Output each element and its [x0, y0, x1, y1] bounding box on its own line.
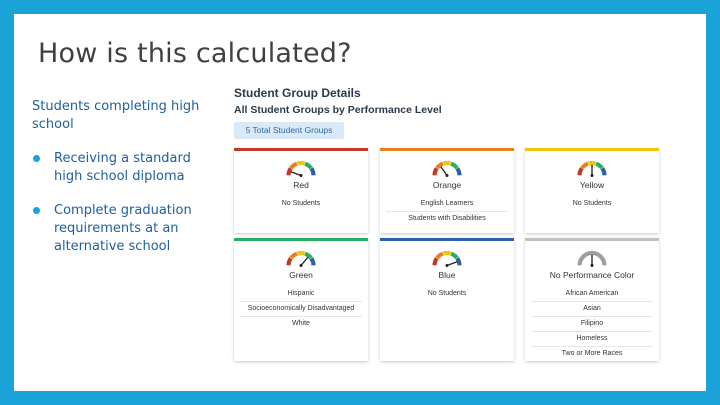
performance-card-blue — [380, 238, 514, 361]
gauge-segment — [596, 164, 602, 168]
student-group-item[interactable]: Students with Disabilities — [408, 215, 486, 222]
card-label: No Performance Color — [549, 270, 635, 280]
gauge-segment — [311, 168, 313, 175]
gauge-icon — [430, 158, 464, 178]
performance-card-green — [234, 238, 368, 361]
student-group-item[interactable]: No Students — [427, 290, 467, 297]
performance-card-yellow — [525, 148, 659, 233]
gauge-segment — [291, 254, 297, 258]
gauge-segment — [297, 163, 304, 164]
gauge-hub — [300, 174, 303, 177]
panel-title: Student Group Details — [234, 86, 361, 100]
gauge-segment — [457, 258, 459, 265]
gauge-needle — [301, 257, 308, 265]
gauge-segment — [457, 168, 459, 175]
bullet-list — [32, 150, 217, 272]
gauge-segment — [291, 164, 297, 168]
intro-text: Students completing high school — [32, 99, 200, 132]
gauge-icon — [430, 248, 464, 268]
bullet-standard-diploma — [32, 150, 217, 186]
gauge-needle — [447, 262, 457, 266]
student-group-item[interactable]: African American — [531, 287, 653, 302]
gauge-segment — [582, 164, 588, 168]
bullet-dot-icon — [33, 207, 40, 214]
performance-card-no-color — [525, 238, 659, 361]
gauge-segment — [435, 258, 437, 265]
student-group-item[interactable]: No Students — [281, 200, 321, 207]
card-label: Red — [293, 180, 309, 190]
gauge-segment — [443, 163, 450, 164]
gauge-icon — [575, 158, 609, 178]
card-label: Yellow — [579, 180, 605, 190]
gauge-segment — [602, 168, 604, 175]
gauge-icon — [575, 248, 609, 268]
student-group-item[interactable]: No Students — [572, 200, 612, 207]
panel-subtitle: All Student Groups by Performance Level — [234, 104, 442, 116]
bullet-alternative-school — [32, 202, 217, 256]
performance-card-orange — [380, 148, 514, 233]
gauge-segment — [289, 168, 291, 175]
student-group-item[interactable]: English Learners — [386, 197, 508, 212]
student-group-details-panel — [234, 86, 674, 376]
card-label: Blue — [438, 270, 456, 280]
gauge-needle — [441, 167, 447, 176]
slide — [14, 14, 706, 391]
gauge-hub — [300, 264, 303, 267]
performance-card-red — [234, 148, 368, 233]
gauge-segment — [297, 253, 304, 254]
gauge-hub — [446, 174, 449, 177]
gauge-segment — [437, 254, 443, 258]
card-label: Orange — [432, 180, 462, 190]
slide-title: How is this calculated? — [38, 38, 352, 69]
card-label: Green — [289, 270, 313, 280]
student-group-item[interactable]: Socioeconomically Disadvantaged — [240, 302, 362, 317]
bullet-text: Receiving a standard high school diploma — [54, 151, 191, 184]
student-group-item[interactable]: Filipino — [531, 317, 653, 332]
gauge-segment — [451, 164, 457, 168]
gauge-segment — [451, 254, 457, 258]
gauge-icon — [284, 158, 318, 178]
student-group-item[interactable]: Homeless — [531, 332, 653, 347]
bullet-dot-icon — [33, 155, 40, 162]
gauge-segment — [435, 168, 437, 175]
gauge-segment — [580, 168, 582, 175]
gauge-segment — [289, 258, 291, 265]
gauge-hub — [591, 174, 594, 177]
gauge-hub — [446, 264, 449, 267]
student-group-item[interactable]: White — [292, 320, 310, 327]
total-student-groups-badge[interactable]: 5 Total Student Groups — [234, 122, 344, 139]
gauge-hub — [591, 264, 594, 267]
student-group-item[interactable]: Asian — [531, 302, 653, 317]
gauge-segment — [443, 253, 450, 254]
gauge-segment — [588, 163, 595, 164]
gauge-segment — [305, 164, 311, 168]
student-group-item[interactable]: Two or More Races — [561, 350, 623, 357]
bullet-text: Complete graduation requirements at an alternative school — [54, 203, 192, 254]
gauge-needle — [291, 172, 301, 176]
student-group-item[interactable]: Hispanic — [240, 287, 362, 302]
gauge-segment — [311, 258, 313, 265]
gauge-icon — [284, 248, 318, 268]
